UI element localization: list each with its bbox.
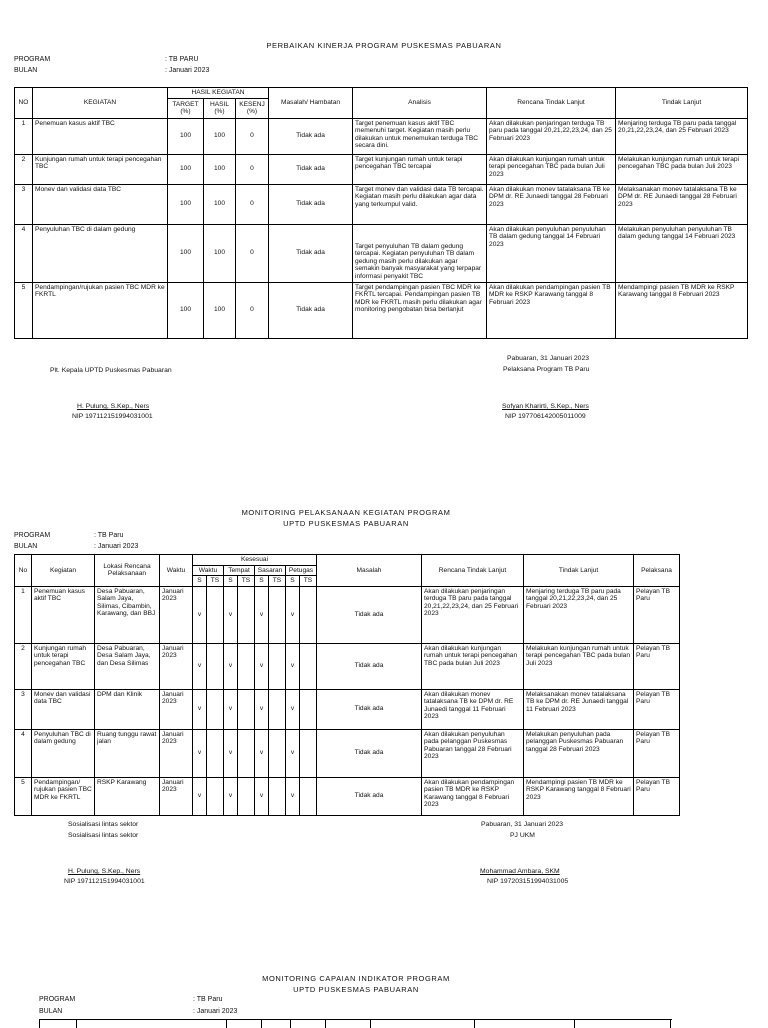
cell-kesenjangan: 0: [236, 224, 269, 282]
doc3-program-value: : TB Paru: [193, 996, 223, 1003]
cell-masalah: Tidak ada: [317, 586, 422, 643]
cell-check-ts: [300, 777, 317, 815]
col-no: NO: [15, 88, 33, 119]
cell-check-s: v: [193, 729, 207, 777]
cell-no: 1: [15, 118, 33, 154]
col-lokasi: Lokasi Rencana Pelaksanaan: [95, 555, 160, 587]
cell-masalah: Tidak ada: [317, 643, 422, 689]
cell-kesenjangan: 0: [236, 282, 269, 338]
cell-tindak-lanjut: Melaksanakan monev tatalaksana TB ke DPM dr. RE Junaedi tanggal 28 Februari 2023: [616, 184, 748, 224]
cell-check-s: v: [255, 689, 269, 729]
cell-no: 3: [15, 184, 33, 224]
cell-analisis: Target penyuluhan TB dalam gedung tercapai. Kegiatan penyuluhan TB dalam gedung masih perlu dilakukan agar semakin banyak masyarakat yang terpapar informasi penyakit TBC: [353, 224, 487, 282]
cell-kegiatan: Pendampingan/ rujukan pasien TBC MDR ke FKRTL: [32, 777, 95, 815]
cell-kesenjangan: 0: [236, 118, 269, 154]
col-masalah: Masalah/ Hambatan: [269, 88, 353, 119]
doc1-sign-right-name: Sofyan Kharirti, S.Kep., Ners: [502, 403, 589, 410]
cell-target: 100: [168, 224, 204, 282]
col-no: No: [15, 555, 32, 587]
cell-analisis: Target penemuan kasus aktif TBC memenuhi target. Kegiatan masih perlu dilakukan untuk menemukan terduga TBC secara dini.: [353, 118, 487, 154]
cell-kegiatan: Penemuan kasus aktif TBC: [33, 118, 168, 154]
table-row: [15, 586, 680, 643]
cell-no: 2: [15, 643, 32, 689]
cell-rencana: Akan dilakukan pendampingan pasien TB MDR ke RSKP Karawang tanggal 8 Februari 2023: [487, 282, 616, 338]
cell-waktu: Januari 2023: [160, 586, 193, 643]
cell-masalah: Tidak ada: [317, 689, 422, 729]
cell-check-s: v: [224, 643, 238, 689]
col-hasil-kegiatan: HASIL KEGIATAN: [168, 88, 269, 99]
col-waktu: Waktu: [160, 555, 193, 587]
cell-pelaksana: Pelayan TB Paru: [634, 777, 680, 815]
cell-no: 4: [15, 224, 33, 282]
doc1-sign-left-nip: NIP 197112151994031001: [72, 413, 153, 420]
cell-target: 100: [168, 154, 204, 184]
col-kegiatan: Kegiatan: [32, 555, 95, 587]
cell-check-ts: [207, 643, 224, 689]
cell-rencana: Akan dilakukan penjaringan terduga TB paru pada tanggal 20,21,22,23,24, dan 25 Februari 2023: [422, 586, 524, 643]
cell-check-ts: [269, 586, 286, 643]
doc1-sign-right-role: Pelaksana Program TB Paru: [503, 366, 590, 373]
col-hasil: HASIL (%): [204, 98, 236, 118]
cell-rencana: Akan dilakukan monev tatalaksana TB ke DPM dr. RE Junaedi tanggal 11 Februari 2023: [422, 689, 524, 729]
cell-check-s: v: [286, 586, 300, 643]
cell-check-ts: [269, 689, 286, 729]
col-rencana: Rencana Tindak Lanjut: [422, 555, 524, 587]
cell-check-ts: [238, 643, 255, 689]
doc2-sign-left-nip: NIP 197112151994031001: [64, 878, 145, 885]
table-row: [15, 729, 680, 777]
col-tindak-lanjut: Tindak Lanjut: [616, 88, 748, 119]
cell-check-s: v: [255, 643, 269, 689]
table-row: [15, 184, 748, 224]
doc1-bulan-label: BULAN: [14, 67, 38, 74]
cell-waktu: Januari 2023: [160, 643, 193, 689]
cell-pelaksana: Pelayan TB Paru: [634, 689, 680, 729]
cell-waktu: Januari 2023: [160, 729, 193, 777]
cell-hasil: 100: [204, 224, 236, 282]
cell-target: 100: [168, 282, 204, 338]
cell-kegiatan: Kunjungan rumah untuk terapi pencegahan TBC: [33, 154, 168, 184]
cell-check-s: v: [286, 777, 300, 815]
cell-hasil: 100: [204, 184, 236, 224]
cell-no: 5: [15, 777, 32, 815]
doc3-title-1: MONITORING CAPAIAN INDIKATOR PROGRAM: [262, 974, 450, 983]
cell-check-s: v: [193, 586, 207, 643]
cell-pelaksana: Pelayan TB Paru: [634, 643, 680, 689]
cell-lokasi: Desa Pabuaran, Desa Salam Jaya, dan Desa Silimas: [95, 643, 160, 689]
cell-masalah: Tidak ada: [269, 224, 353, 282]
cell-check-s: v: [224, 586, 238, 643]
doc1-program-label: PROGRAM: [14, 56, 51, 63]
doc1-sign-right-nip: NIP 197706142005011009: [505, 413, 586, 420]
doc2-sign-right-date: Pabuaran, 31 Januari 2023: [481, 821, 564, 828]
col-s: S: [255, 576, 269, 587]
table-row: [15, 777, 680, 815]
col-kesenjangan: KESENJ (%): [236, 98, 269, 118]
col-k-sasaran: Sasaran: [255, 565, 286, 576]
cell-analisis: Target monev dan validasi data TB tercapai. Kegiatan masih perlu dilakukan agar data yang terkumpul valid.: [353, 184, 487, 224]
cell-kegiatan: Penyuluhan TBC di dalam gedung: [33, 224, 168, 282]
cell-kegiatan: Pendampingan/rujukan pasien TBC MDR ke FKRTL: [33, 282, 168, 338]
cell-rencana: Akan dilakukan penjaringan terduga TB paru pada tanggal 20,21,22,23,24, dan 25 Februari 2023: [487, 118, 616, 154]
cell-target: 100: [168, 184, 204, 224]
cell-tindak-lanjut: Menjaring terduga TB paru pada tanggal 20,21,22,23,24, dan 25 Februari 2023: [524, 586, 634, 643]
cell-check-s: v: [255, 777, 269, 815]
cell-no: 4: [15, 729, 32, 777]
cell-check-ts: [269, 643, 286, 689]
doc1-program-value: : TB PARU: [165, 56, 199, 63]
cell-masalah: Tidak ada: [269, 118, 353, 154]
cell-masalah: Tidak ada: [317, 729, 422, 777]
cell-check-ts: [300, 586, 317, 643]
cell-check-s: v: [286, 643, 300, 689]
doc2-sign-right-name: Mohammad Ambara, SKM: [480, 868, 560, 875]
doc3-program-label: PROGRAM: [39, 996, 76, 1003]
col-masalah: Masalah: [317, 555, 422, 587]
cell-check-s: v: [255, 729, 269, 777]
doc1-sign-left-role: Plt. Kepala UPTD Puskesmas Pabuaran: [50, 367, 172, 374]
doc2-title-2: UPTD PUSKESMAS PABUARAN: [283, 519, 409, 528]
cell-hasil: 100: [204, 282, 236, 338]
cell-waktu: Januari 2023: [160, 689, 193, 729]
cell-check-s: v: [286, 689, 300, 729]
cell-check-ts: [238, 729, 255, 777]
doc1-sign-right-date: Pabuaran, 31 Januari 2023: [507, 355, 590, 362]
table-row: [15, 689, 680, 729]
cell-check-s: v: [193, 689, 207, 729]
cell-no: 5: [15, 282, 33, 338]
cell-no: 1: [15, 586, 32, 643]
cell-check-ts: [269, 777, 286, 815]
cell-tindak-lanjut: Melaksanakan monev tatalaksana TB ke DPM dr. RE Junaedi tanggal 11 Februari 2023: [524, 689, 634, 729]
cell-kegiatan: Penemuan kasus aktif TBC: [32, 586, 95, 643]
cell-check-ts: [207, 777, 224, 815]
col-ts: TS: [269, 576, 286, 587]
cell-pelaksana: Pelayan TB Paru: [634, 586, 680, 643]
doc3-bulan-value: : Januari 2023: [193, 1008, 238, 1015]
cell-check-ts: [207, 689, 224, 729]
cell-tindak-lanjut: Mendampingi pasien TB MDR ke RSKP Karawang tanggal 8 Februari 2023: [524, 777, 634, 815]
doc1-table: [14, 87, 748, 339]
col-target: TARGET (%): [168, 98, 204, 118]
cell-check-s: v: [224, 777, 238, 815]
cell-tindak-lanjut: Mendampingi pasien TB MDR ke RSKP Karawang tanggal 8 Februari 2023: [616, 282, 748, 338]
cell-kegiatan: Penyuluhan TBC di dalam gedung: [32, 729, 95, 777]
table-row: [15, 643, 680, 689]
cell-kesenjangan: 0: [236, 184, 269, 224]
doc2-note-2: Sosialisasi lintas sektor: [68, 832, 139, 839]
doc2-program-value: : TB Paru: [94, 532, 124, 539]
col-s: S: [224, 576, 238, 587]
cell-check-ts: [207, 586, 224, 643]
col-k-tempat: Tempat: [224, 565, 255, 576]
cell-check-ts: [238, 586, 255, 643]
cell-check-s: v: [193, 643, 207, 689]
cell-rencana: Akan dilakukan pendampingan pasien TB MDR ke RSKP Karawang tanggal 8 Februari 2023: [422, 777, 524, 815]
cell-analisis: Target pendampingan pasien TBC MDR ke FKRTL tercapai. Pendampingan pasien TB MDR ke FKRTL masih perlu dilakukan agar monitoring pengobatan bisa berlanjut: [353, 282, 487, 338]
cell-analisis: Target kunjungan rumah untuk terapi pencegahan TBC tercapai: [353, 154, 487, 184]
cell-no: 3: [15, 689, 32, 729]
cell-target: 100: [168, 118, 204, 154]
cell-rencana: Akan dilakukan kunjungan rumah untuk terapi pencegahan TBC pada bulan Juli 2023: [487, 154, 616, 184]
cell-tindak-lanjut: Melakukan kunjungan rumah untuk terapi pencegahan TBC pada bulan Juli 2023: [616, 154, 748, 184]
cell-check-s: v: [255, 586, 269, 643]
doc2-table: [14, 554, 680, 816]
doc2-bulan-label: BULAN: [14, 543, 38, 550]
cell-check-ts: [269, 729, 286, 777]
col-k-petugas: Petugas: [286, 565, 317, 576]
cell-check-ts: [238, 777, 255, 815]
col-ts: TS: [207, 576, 224, 587]
cell-rencana: Akan dilakukan penyuluhan pada pelanggan Puskesmas Pabuaran tanggal 28 Februari 2023: [422, 729, 524, 777]
col-rencana: Rencana Tindak Lanjut: [487, 88, 616, 119]
col-k-waktu: Waktu: [193, 565, 224, 576]
table-row: [15, 118, 748, 154]
cell-waktu: Januari 2023: [160, 777, 193, 815]
cell-kegiatan: Kunjungan rumah untuk terapi pencegahan TBC: [32, 643, 95, 689]
cell-kegiatan: Monev dan validasi data TBC: [32, 689, 95, 729]
doc2-sign-right-role: PJ UKM: [510, 832, 535, 839]
cell-masalah: Tidak ada: [269, 184, 353, 224]
cell-rencana: Akan dilakukan penyuluhan penyuluhan TB dalam gedung tanggal 14 Februari 2023: [487, 224, 616, 282]
cell-check-s: v: [224, 689, 238, 729]
cell-check-ts: [207, 729, 224, 777]
cell-no: 2: [15, 154, 33, 184]
col-tindak-lanjut: Tindak Lanjut: [524, 555, 634, 587]
cell-rencana: Akan dilakukan monev tatalaksana TB ke DPM dr. RE Junaedi tanggal 28 Februari 2023: [487, 184, 616, 224]
doc1-sign-left-name: H. Pulung, S.Kep., Ners: [77, 403, 150, 410]
cell-hasil: 100: [204, 118, 236, 154]
col-kegiatan: KEGIATAN: [33, 88, 168, 119]
cell-check-ts: [300, 643, 317, 689]
cell-tindak-lanjut: Melakukan penyuluhan penyuluhan TB dalam gedung tanggal 14 Februari 2023: [616, 224, 748, 282]
col-analisis: Analisis: [353, 88, 487, 119]
col-s: S: [193, 576, 207, 587]
doc2-note-1: Sosialisasi lintas sektor: [68, 821, 139, 828]
table-row: [15, 154, 748, 184]
cell-hasil: 100: [204, 154, 236, 184]
cell-masalah: Tidak ada: [269, 282, 353, 338]
doc2-title-1: MONITORING PELAKSANAAN KEGIATAN PROGRAM: [241, 508, 451, 517]
cell-masalah: Tidak ada: [317, 777, 422, 815]
cell-tindak-lanjut: Menjaring terduga TB paru pada tanggal 20,21,22,23,24, dan 25 Februari 2023: [616, 118, 748, 154]
col-ts: TS: [300, 576, 317, 587]
table-row: [15, 282, 748, 338]
col-kesesuaian: Kesesuai: [193, 555, 317, 566]
cell-kegiatan: Monev dan validasi data TBC: [33, 184, 168, 224]
doc3-bulan-label: BULAN: [39, 1008, 63, 1015]
cell-check-s: v: [193, 777, 207, 815]
col-pelaksana: Pelaksana: [634, 555, 680, 587]
col-ts: TS: [238, 576, 255, 587]
cell-lokasi: RSKP Karawang: [95, 777, 160, 815]
doc2-program-label: PROGRAM: [14, 532, 51, 539]
doc2-sign-left-name: H. Pulung, S.Kep., Ners: [68, 868, 141, 875]
cell-check-ts: [238, 689, 255, 729]
doc3-title-2: UPTD PUSKESMAS PABUARAN: [293, 985, 419, 994]
cell-check-ts: [300, 729, 317, 777]
doc1-bulan-value: : Januari 2023: [165, 67, 210, 74]
cell-check-s: v: [286, 729, 300, 777]
cell-kesenjangan: 0: [236, 154, 269, 184]
cell-lokasi: Ruang tunggu rawat jalan: [95, 729, 160, 777]
cell-pelaksana: Pelayan TB Paru: [634, 729, 680, 777]
cell-tindak-lanjut: Melakukan penyuluhan pada pelanggan Puskesmas Pabuaran tanggal 28 Februari 2023: [524, 729, 634, 777]
cell-masalah: Tidak ada: [269, 154, 353, 184]
col-s: S: [286, 576, 300, 587]
cell-tindak-lanjut: Melakukan kunjungan rumah untuk terapi pencegahan TBC pada bulan Juli 2023: [524, 643, 634, 689]
doc1-title: PERBAIKAN KINERJA PROGRAM PUSKESMAS PABUARAN: [266, 41, 502, 50]
doc2-bulan-value: : Januari 2023: [94, 543, 139, 550]
table-row: [15, 224, 748, 282]
cell-check-ts: [300, 689, 317, 729]
cell-check-s: v: [224, 729, 238, 777]
cell-lokasi: Desa Pabuaran, Salam Jaya, Silimas, Cibambin, Karawang, dan BBJ: [95, 586, 160, 643]
cell-rencana: Akan dilakukan kunjungan rumah untuk terapi pencegahan TBC pada bulan Juli 2023: [422, 643, 524, 689]
doc2-sign-right-nip: NIP 197203151994031005: [487, 878, 569, 885]
cell-lokasi: DPM dan Klinik: [95, 689, 160, 729]
